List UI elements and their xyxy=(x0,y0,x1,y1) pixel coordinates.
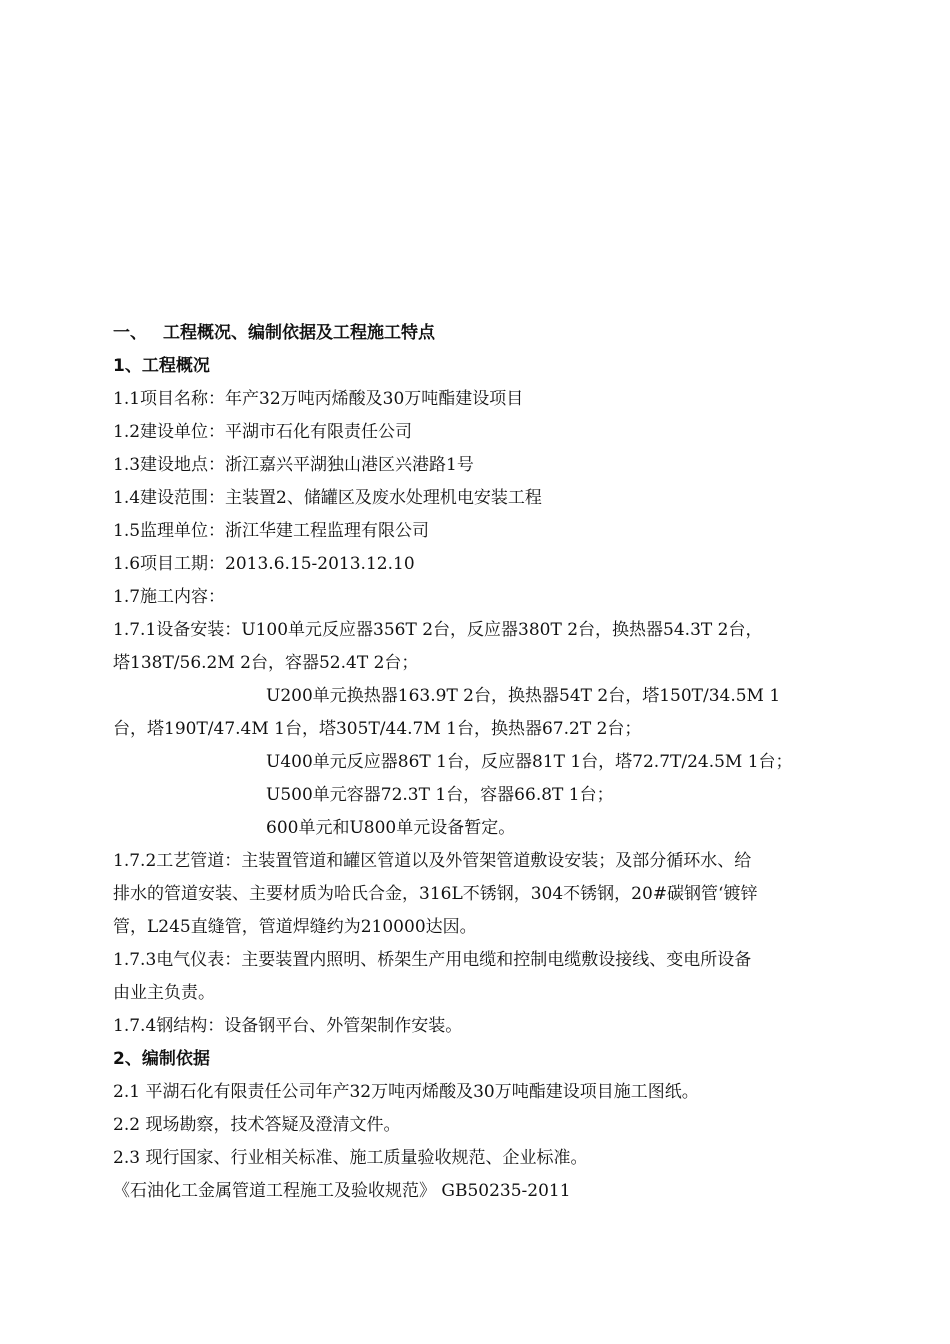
basis-item-2: 2.2 现场勘察，技术答疑及澄清文件。 xyxy=(113,1115,401,1135)
piping-line-3: 管，L245直缝管，管道焊缝约为210000达因。 xyxy=(113,917,477,937)
piping-line-1: 1.7.2工艺管道：主装置管道和罐区管道以及外管架管道敷设安装；及部分循环水、给 xyxy=(113,851,752,871)
steel-structure-line: 1.7.4钢结构：设备钢平台、外管架制作安装。 xyxy=(113,1016,463,1036)
section-title: 工程概况、编制依据及工程施工特点 xyxy=(163,323,435,343)
section-number: 一、 xyxy=(113,323,147,343)
document-body xyxy=(113,317,838,1208)
basis-item-1: 2.1 平湖石化有限责任公司年产32万吨丙烯酸及30万吨酯建设项目施工图纸。 xyxy=(113,1082,699,1102)
equipment-install-line-1: 1.7.1设备安装：U100单元反应器356T 2台，反应器380T 2台，换热器54.3T 2台， xyxy=(113,620,763,640)
equipment-install-line-2: 塔138T/56.2M 2台，容器52.4T 2台； xyxy=(113,653,419,673)
u500-line: U500单元容器72.3T 1台，容器66.8T 1台； xyxy=(266,785,614,805)
project-period: 1.6项目工期：2013.6.15-2013.12.10 xyxy=(113,554,415,574)
electrical-line-1: 1.7.3电气仪表：主要装置内照明、桥架生产用电缆和控制电缆敷设接线、变电所设备 xyxy=(113,950,752,970)
subsection-heading-overview: 1、工程概况 xyxy=(113,356,210,376)
piping-line-2: 排水的管道安装、主要材质为哈氏合金，316L不锈钢，304不锈钢，20#碳钢管‘镀锌 xyxy=(113,884,758,904)
u200-line-2: 台，塔190T/47.4M 1台，塔305T/44.7M 1台，换热器67.2T 2台； xyxy=(113,719,642,739)
u400-line: U400单元反应器86T 1台，反应器81T 1台，塔72.7T/24.5M 1台； xyxy=(266,752,793,772)
basis-item-3: 2.3 现行国家、行业相关标准、施工质量验收规范、企业标准。 xyxy=(113,1148,588,1168)
project-name: 1.1项目名称：年产32万吨丙烯酸及30万吨酯建设项目 xyxy=(113,389,524,409)
basis-standard-ref: 《石油化工金属管道工程施工及验收规范》 GB50235-2011 xyxy=(113,1181,571,1201)
site-location: 1.3建设地点：浙江嘉兴平湖独山港区兴港路1号 xyxy=(113,455,474,475)
owner-unit: 1.2建设单位：平湖市石化有限责任公司 xyxy=(113,422,413,442)
u600-u800-line: 600单元和U800单元设备暂定。 xyxy=(266,818,516,838)
electrical-line-2: 由业主负责。 xyxy=(113,983,215,1003)
subsection-heading-basis: 2、编制依据 xyxy=(113,1049,210,1069)
construction-content: 1.7施工内容： xyxy=(113,587,226,607)
construction-scope: 1.4建设范围：主装置2、储罐区及废水处理机电安装工程 xyxy=(113,488,542,508)
supervision-unit: 1.5监理单位：浙江华建工程监理有限公司 xyxy=(113,521,430,541)
section-heading-1 xyxy=(113,317,838,350)
u200-line-1: U200单元换热器163.9T 2台，换热器54T 2台，塔150T/34.5M 1 xyxy=(266,686,781,706)
